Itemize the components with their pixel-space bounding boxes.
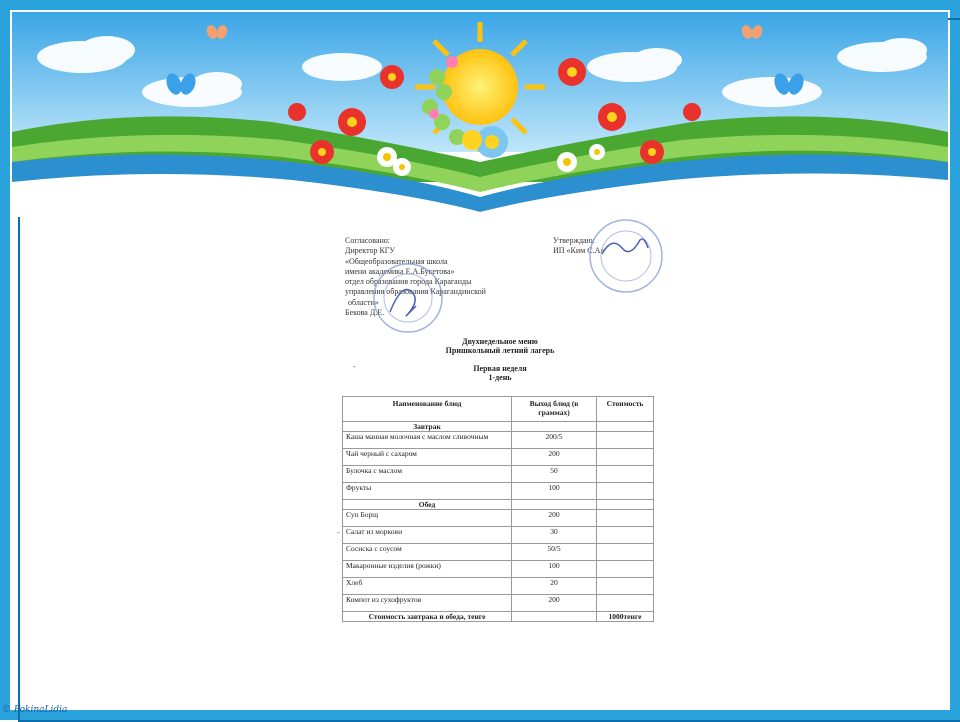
day-title: 1-день (488, 373, 512, 382)
approval-left-line: Бекова Д.Е. (345, 308, 385, 318)
amount-cell: 200 (512, 510, 597, 527)
menu-table (342, 396, 654, 622)
week-title: Первая неделя (473, 364, 527, 373)
approval-right-line: ИП «Ким С.А» (553, 246, 605, 256)
dish-cell: Суп Борщ (343, 510, 512, 527)
cost-cell (597, 466, 654, 483)
dish-cell: Макаронные изделия (рожки) (343, 561, 512, 578)
dish-cell: Каша манная молочная с маслом сливочным (343, 432, 512, 449)
dish-cell: Чай черный с сахаром (343, 449, 512, 466)
amount-cell: 50 (512, 466, 597, 483)
table-header-row (343, 397, 654, 422)
dish-cell: Фрукты (343, 483, 512, 500)
dish-cell: Сосиска с соусом (343, 544, 512, 561)
table-row (343, 595, 654, 612)
menu-title: Двухнедельное меню (462, 337, 538, 346)
cost-cell (597, 578, 654, 595)
dish-cell: Булочка с маслом (343, 466, 512, 483)
table-row (343, 544, 654, 561)
approval-left-line: отдел образования города Караганды (345, 277, 472, 287)
total-label: Стоимость завтрака и обеда, тенге (343, 612, 512, 622)
approval-right-line: Утверждаю: (553, 236, 595, 245)
table-row (343, 578, 654, 595)
table-row (343, 466, 654, 483)
approval-left-line: области» (348, 297, 379, 307)
table-row (343, 432, 654, 449)
approval-left-line: Согласовано: (345, 236, 391, 245)
section-label: Завтрак (343, 422, 512, 432)
approval-left-line: Директор КГУ (345, 246, 396, 256)
cost-cell (597, 510, 654, 527)
stray-mark: - (337, 528, 340, 537)
approval-left-line: «Общеобразовательная школа (345, 256, 448, 266)
stray-mark: - (353, 362, 356, 371)
cost-cell (597, 483, 654, 500)
total-row (343, 612, 654, 622)
cost-cell (597, 595, 654, 612)
amount-cell: 20 (512, 578, 597, 595)
amount-cell: 30 (512, 527, 597, 544)
section-label: Обед (343, 500, 512, 510)
amount-cell: 200/5 (512, 432, 597, 449)
section-row-lunch (343, 500, 654, 510)
amount-cell: 200 (512, 449, 597, 466)
amount-cell: 50/5 (512, 544, 597, 561)
table-row (343, 527, 654, 544)
banner-illustration (12, 12, 948, 217)
table-row (343, 449, 654, 466)
cost-cell (597, 561, 654, 578)
cost-cell (597, 544, 654, 561)
dish-cell: Хлеб (343, 578, 512, 595)
camp-title: Пришкольный летний лагерь (445, 346, 555, 355)
table-row (343, 483, 654, 500)
approval-left-line: управления образования Карагандинской (345, 287, 486, 297)
cost-cell (597, 449, 654, 466)
amount-cell: 200 (512, 595, 597, 612)
cost-cell (597, 432, 654, 449)
cost-cell (597, 527, 654, 544)
amount-cell: 100 (512, 483, 597, 500)
copyright-text: © FokinaLidia (2, 705, 68, 715)
table-row (343, 561, 654, 578)
section-row-breakfast (343, 422, 654, 432)
stamp-right-icon (588, 218, 664, 294)
total-value: 1000тенге (597, 612, 654, 622)
header-dish: Наименование блюд (343, 397, 512, 422)
table-row (343, 510, 654, 527)
dish-cell: Салат из моркови (343, 527, 512, 544)
header-cost: Стоимость (597, 397, 654, 422)
summer-banner (12, 12, 948, 217)
dish-cell: Компот из сухофруктов (343, 595, 512, 612)
header-amount: Выход блюд (в граммах) (512, 397, 597, 422)
amount-cell: 100 (512, 561, 597, 578)
approval-left-line: имени академика Е.А.Букетова» (345, 266, 455, 276)
stamp-left-icon (372, 262, 444, 334)
